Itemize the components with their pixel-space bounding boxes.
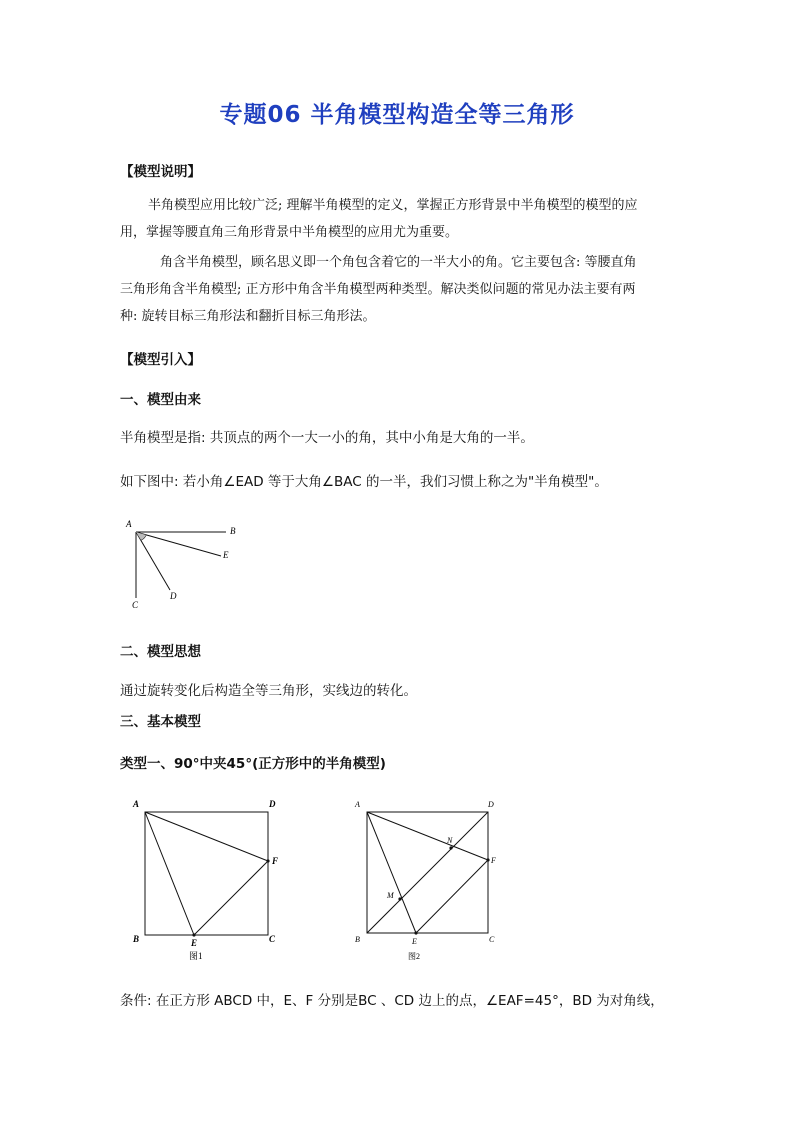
- fig2-label-a: A: [355, 800, 360, 809]
- page-title: 专题06 半角模型构造全等三角形: [219, 102, 575, 128]
- para2-line3: 种: 旋转目标三角形法和翻折目标三角形法。: [120, 309, 376, 324]
- para1-line1: 半角模型应用比较广泛; 理解半角模型的定义，掌握正方形背景中半角模型的模型的应: [148, 198, 638, 213]
- section3-title: 三、基本模型: [120, 714, 201, 730]
- fig2-label-c: C: [489, 935, 495, 944]
- fig2-caption: 图2: [408, 952, 420, 961]
- figure-1: [128, 795, 288, 967]
- condition-line: 条件: 在正方形 ABCD 中，E、F 分别是BC 、CD 边上的点，∠EAF=45°，BD 为对角线，: [120, 993, 664, 1009]
- fig1-label-f: F: [272, 856, 279, 866]
- fig1-label-b: B: [133, 934, 140, 944]
- section2-title: 二、模型思想: [120, 644, 201, 660]
- fig1-label-a: A: [133, 799, 140, 809]
- fig1-label-e: E: [191, 938, 198, 948]
- fig1-caption: 图1: [189, 951, 203, 961]
- fig1-label-c: C: [269, 934, 276, 944]
- para2-line2: 三角形角含半角模型; 正方形中角含半角模型两种类型。解决类似问题的常见办法主要有两: [120, 282, 636, 297]
- fig0-label-d: D: [170, 591, 177, 601]
- fig2-label-b: B: [355, 935, 360, 944]
- fig0-label-c: C: [132, 600, 139, 610]
- fig2-label-m: M: [387, 891, 394, 900]
- type1-title: 类型一、90°中夹45°(正方形中的半角模型): [120, 756, 386, 772]
- para2-line1: 角含半角模型，顾名思义即一个角包含着它的一半大小的角。它主要包含: 等腰直角: [160, 255, 637, 270]
- section1-title: 一、模型由来: [120, 392, 201, 408]
- fig1-label-d: D: [269, 799, 276, 809]
- figure-2: [350, 795, 510, 967]
- para1-line2: 用，掌握等腰直角三角形背景中半角模型的应用尤为重要。: [120, 225, 459, 240]
- fig0-label-b: B: [230, 526, 236, 536]
- fig0-label-a: A: [126, 519, 132, 529]
- heading-model-intro: 【模型引入】: [120, 352, 201, 368]
- section1-line2: 如下图中: 若小角∠EAD 等于大角∠BAC 的一半，我们习惯上称之为"半角模型"。: [120, 474, 608, 490]
- fig0-label-e: E: [223, 550, 229, 560]
- heading-model-desc: 【模型说明】: [120, 164, 201, 180]
- fig2-label-e: E: [412, 937, 417, 946]
- fig2-label-d: D: [488, 800, 494, 809]
- fig2-label-n: N: [447, 836, 453, 845]
- fig2-label-f: F: [491, 856, 496, 865]
- section1-line1: 半角模型是指: 共顶点的两个一大一小的角，其中小角是大角的一半。: [120, 430, 534, 446]
- section2-line1: 通过旋转变化后构造全等三角形，实线边的转化。: [120, 683, 417, 699]
- half-angle-figure: [118, 512, 258, 616]
